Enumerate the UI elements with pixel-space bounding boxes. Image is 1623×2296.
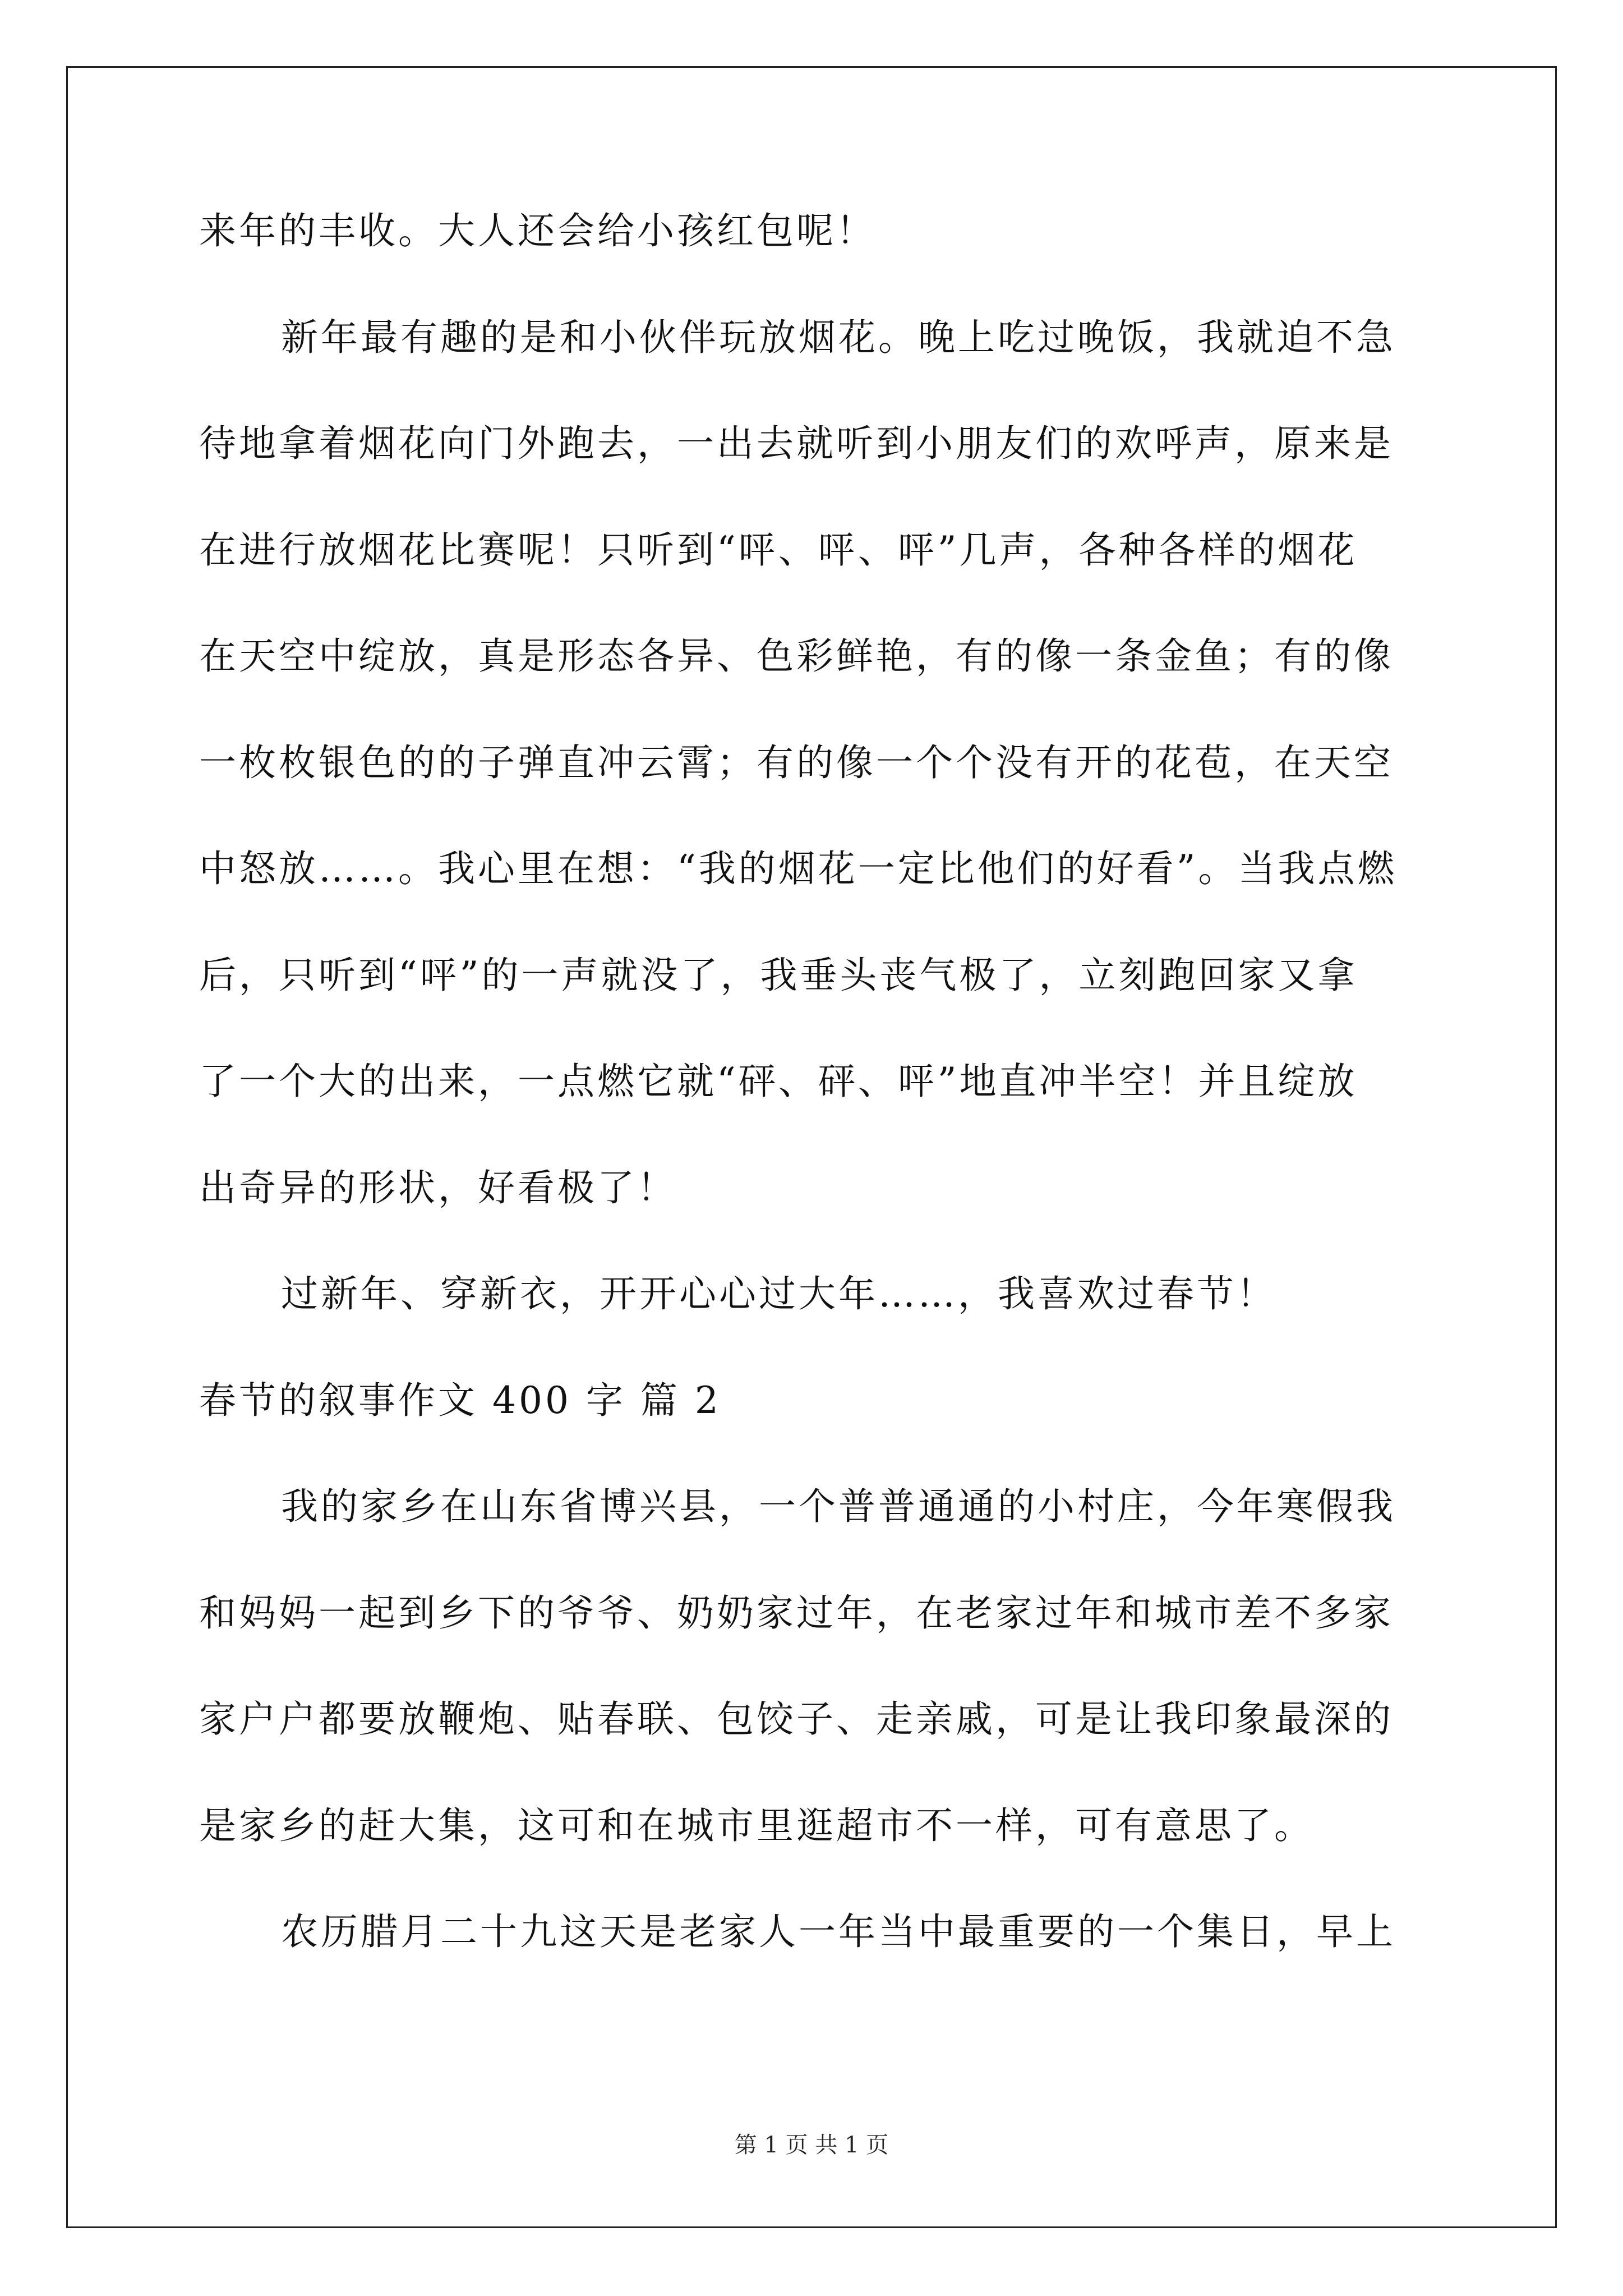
- paragraph-start-line: 我的家乡在山东省博兴县，一个普普通通的小村庄，今年寒假我: [281, 1485, 1396, 1528]
- section-heading: 春节的叙事作文 400 字 篇 2: [199, 1379, 721, 1422]
- text-line: 后，只听到“呯”的一声就没了，我垂头丧气极了，立刻跑回家又拿: [199, 954, 1358, 997]
- text-line: 待地拿着烟花向门外跑去，一出去就听到小朋友们的欢呼声，原来是: [199, 422, 1394, 465]
- paragraph-start-line: 过新年、穿新衣，开开心心过大年……，我喜欢过春节！: [281, 1272, 1276, 1315]
- text-line: 来年的丰收。大人还会给小孩红包呢！: [199, 209, 876, 252]
- page-footer: 第 1 页 共 1 页: [734, 2132, 889, 2158]
- text-line: 家户户都要放鞭炮、贴春联、包饺子、走亲戚，可是让我印象最深的: [199, 1697, 1394, 1741]
- paragraph-start-line: 新年最有趣的是和小伙伴玩放烟花。晚上吃过晚饭，我就迫不急: [281, 316, 1396, 359]
- paragraph-start-line: 农历腊月二十九这天是老家人一年当中最重要的一个集日，早上: [281, 1910, 1396, 1953]
- text-line: 和妈妈一起到乡下的爷爷、奶奶家过年，在老家过年和城市差不多家: [199, 1591, 1394, 1635]
- text-line: 是家乡的赶大集，这可和在城市里逛超市不一样，可有意思了。: [199, 1804, 1314, 1847]
- text-line: 在天空中绽放，真是形态各异、色彩鲜艳，有的像一条金鱼；有的像: [199, 634, 1394, 678]
- text-line: 在进行放烟花比赛呢！只听到“呯、呯、呯”几声，各种各样的烟花: [199, 528, 1358, 572]
- text-line: 一枚枚银色的的子弹直冲云霄；有的像一个个没有开的花苞，在天空: [199, 741, 1394, 784]
- text-line: 中怒放……。我心里在想：“我的烟花一定比他们的好看”。当我点燃: [199, 847, 1398, 890]
- text-line: 出奇异的形状，好看极了！: [199, 1166, 677, 1209]
- text-line: 了一个大的出来，一点燃它就“砰、砰、呯”地直冲半空！并且绽放: [199, 1060, 1358, 1103]
